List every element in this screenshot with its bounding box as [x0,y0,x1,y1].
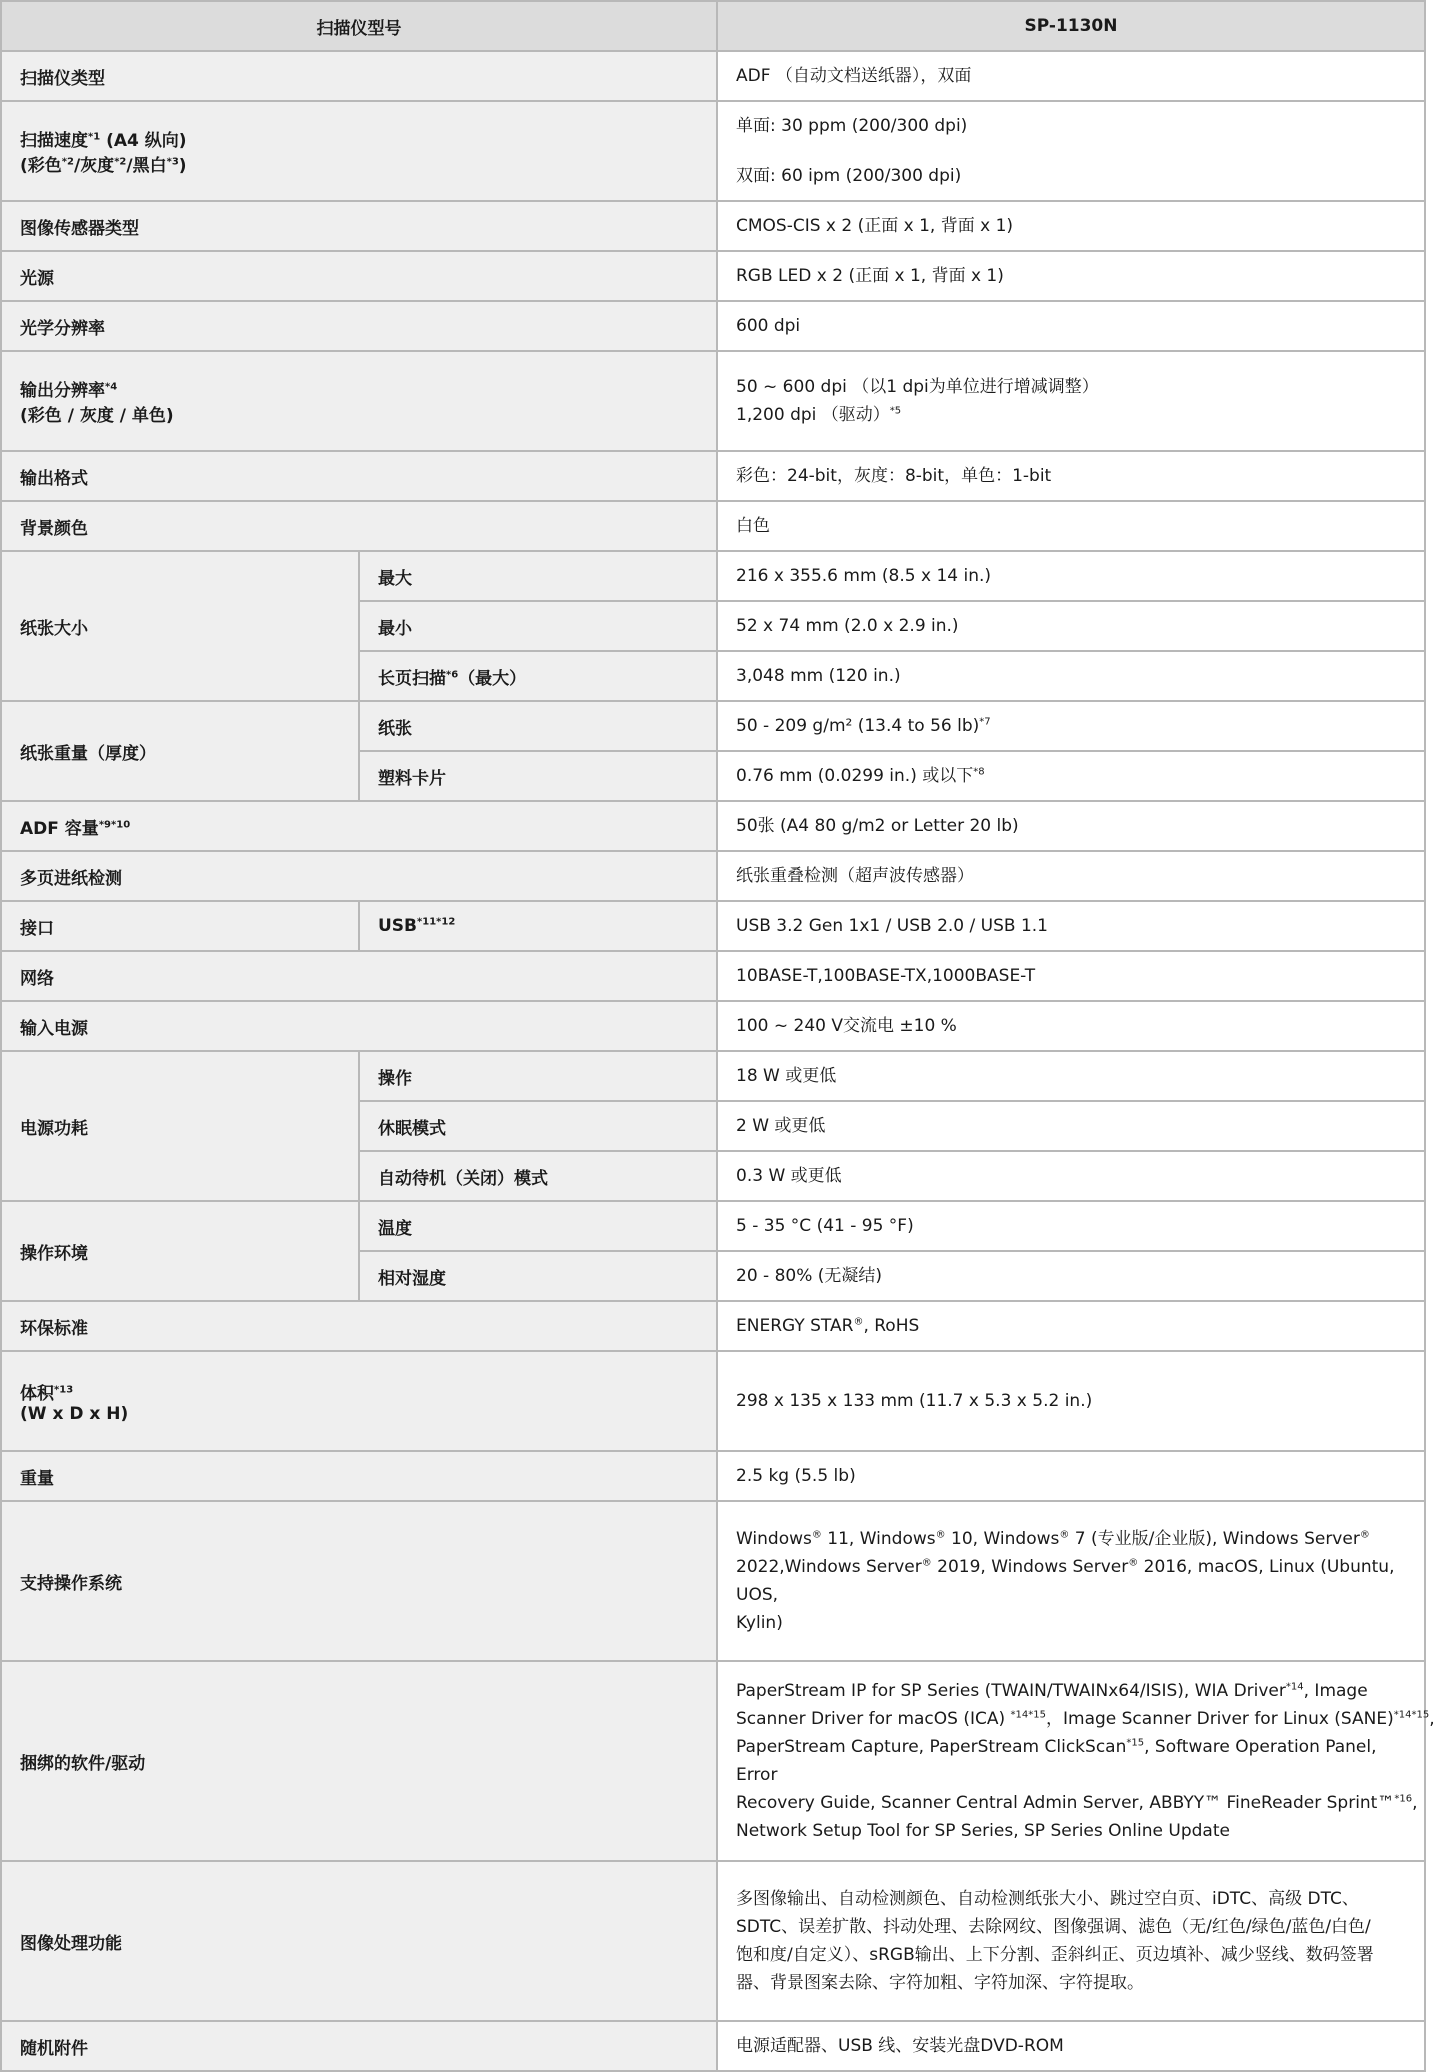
sub-label-paper: 纸张 [359,701,717,751]
row-label-software: 捆绑的软件/驱动 [1,1661,717,1861]
table-row [1,901,1425,951]
sub-label-usb: $USB^{*11*12}$ [359,901,717,951]
row-label-light: 光源 [1,251,717,301]
row-value-auto-standby: 0.3 W 或更低 [717,1151,1425,1201]
row-value-operation: 18 W 或更低 [717,1051,1425,1101]
row-label-power-consumption: 电源功耗 [1,1051,359,1201]
table-row [1,51,1425,101]
row-value-bg-color: 白色 [717,501,1425,551]
table-row [1,451,1425,501]
sub-label-long-page: 长页扫描$^{*6}$（最大） [359,651,717,701]
sub-label-paper-max: 最大 [359,551,717,601]
sub-label-sleep: 休眠模式 [359,1101,717,1151]
row-label-multifeed: 多页进纸检测 [1,851,717,901]
row-value-weight: 2.5 kg (5.5 lb) [717,1451,1425,1501]
row-label-interface: 接口 [1,901,359,951]
row-label-dimensions: 体积$^{*13}$ (W x D x H) [1,1351,717,1451]
table-row [1,2021,1425,2071]
row-label-image-processing: 图像处理功能 [1,1861,717,2021]
table-row [1,501,1425,551]
row-value-software: PaperStream IP for SP Series (TWAIN/TWAINx64/ISIS), WIA Driver$^{*14}$, Image Scanner Driver for macOS (ICA) $^{*14*15}$，Image Scanner Driver for Linux (SANE)$^{*14*15}$, PaperStream Capture, PaperStream ClickScan$^{*15}$, Software Operation Panel, Error Recovery Guide, Scanner Central Admin Server, ABBYY™ FineReader Sprint™$^{*16}$, Network Setup Tool for SP Series, SP Series Online Update [717,1661,1425,1861]
row-label-environment: 操作环境 [1,1201,359,1301]
row-value-plastic-card: 0.76 mm (0.0299 in.) 或以下$^{*8}$ [717,751,1425,801]
table-row [1,1001,1425,1051]
row-value-output-format: 彩色：24-bit，灰度：8-bit，单色：1-bit [717,451,1425,501]
row-value-sleep: 2 W 或更低 [717,1101,1425,1151]
row-value-light: RGB LED x 2 (正面 x 1, 背面 x 1) [717,251,1425,301]
row-label-sensor: 图像传感器类型 [1,201,717,251]
row-value-interface: USB 3.2 Gen 1x1 / USB 2.0 / USB 1.1 [717,901,1425,951]
row-value-image-processing: 多图像输出、自动检测颜色、自动检测纸张大小、跳过空白页、iDTC、高级 DTC、 SDTC、误差扩散、抖动处理、去除网纹、图像强调、滤色（无/红色/绿色/蓝色/白色/ 饱和度/自定义）、sRGB输出、上下分割、歪斜纠正、页边填补、减少竖线、数码签署 器、背景图案去除、字符加粗、字符加深、字符提取。 [717,1861,1425,2021]
table-header-row [1,1,1425,51]
row-label-weight: 重量 [1,1451,717,1501]
row-value-paper-weight: 50 - 209 g/m² (13.4 to 56 lb)$^{*7}$ [717,701,1425,751]
table-row [1,1051,1425,1101]
row-label-adf-capacity: ADF 容量$^{*9*10}$ [1,801,717,851]
table-row [1,801,1425,851]
row-value-optical-res: 600 dpi [717,301,1425,351]
row-label-paper-weight: 纸张重量（厚度） [1,701,359,801]
row-value-network: 10BASE-T,100BASE-TX,1000BASE-T [717,951,1425,1001]
table-row [1,701,1425,751]
row-label-paper-size: 纸张大小 [1,551,359,701]
row-label-accessories: 随机附件 [1,2021,717,2071]
sub-label-plastic-card: 塑料卡片 [359,751,717,801]
row-label-optical-res: 光学分辨率 [1,301,717,351]
row-value-sensor: CMOS-CIS x 2 (正面 x 1, 背面 x 1) [717,201,1425,251]
row-label-scan-speed: 扫描速度$^{*1}$ (A4 纵向) (彩色$^{*2}$/灰度$^{*2}$/黑白$^{*3}$) [1,101,717,201]
row-value-eco: ENERGY STAR®, RoHS [717,1301,1425,1351]
table-row [1,251,1425,301]
row-value-os: Windows® 11, Windows® 10, Windows® 7 (专业版/企业版), Windows Server® 2022,Windows Server® 2019, Windows Server® 2016, macOS, Linux (Ubuntu, UOS, Kylin) [717,1501,1425,1661]
row-value-power-input: 100 ~ 240 V交流电 ±10 % [717,1001,1425,1051]
row-value-accessories: 电源适配器、USB 线、安装光盘DVD-ROM [717,2021,1425,2071]
table-row [1,1351,1425,1451]
row-label-output-format: 输出格式 [1,451,717,501]
header-model-label: 扫描仪型号 [1,1,717,51]
header-model-value: SP-1130N [717,1,1425,51]
table-row [1,101,1425,201]
row-label-power-input: 输入电源 [1,1001,717,1051]
sub-label-humidity: 相对湿度 [359,1251,717,1301]
row-label-bg-color: 背景颜色 [1,501,717,551]
table-row [1,351,1425,451]
table-row [1,1861,1425,2021]
row-label-os: 支持操作系统 [1,1501,717,1661]
table-row [1,851,1425,901]
sub-label-paper-min: 最小 [359,601,717,651]
row-value-paper-max: 216 x 355.6 mm (8.5 x 14 in.) [717,551,1425,601]
table-row [1,1301,1425,1351]
row-value-humidity: 20 - 80% (无凝结) [717,1251,1425,1301]
row-label-network: 网络 [1,951,717,1001]
table-row [1,301,1425,351]
row-label-output-res: 输出分辨率$^{*4}$ (彩色 / 灰度 / 单色) [1,351,717,451]
table-row [1,1201,1425,1251]
table-row [1,551,1425,601]
row-value-scan-speed: 单面: 30 ppm (200/300 dpi) 双面: 60 ipm (200/300 dpi) [717,101,1425,201]
row-value-paper-min: 52 x 74 mm (2.0 x 2.9 in.) [717,601,1425,651]
row-label-eco: 环保标准 [1,1301,717,1351]
row-value-temperature: 5 - 35 °C (41 - 95 °F) [717,1201,1425,1251]
row-value-scanner-type: ADF （自动文档送纸器），双面 [717,51,1425,101]
sub-label-operation: 操作 [359,1051,717,1101]
table-row [1,951,1425,1001]
row-value-adf-capacity: 50张 (A4 80 g/m2 or Letter 20 lb) [717,801,1425,851]
table-row [1,1501,1425,1661]
row-value-multifeed: 纸张重叠检测（超声波传感器） [717,851,1425,901]
table-row [1,201,1425,251]
row-value-dimensions: 298 x 135 x 133 mm (11.7 x 5.3 x 5.2 in.) [717,1351,1425,1451]
row-value-long-page: 3,048 mm (120 in.) [717,651,1425,701]
row-label-scanner-type: 扫描仪类型 [1,51,717,101]
row-value-output-res: 50 ~ 600 dpi （以1 dpi为单位进行增减调整） 1,200 dpi （驱动）$^{*5}$ [717,351,1425,451]
sub-label-temperature: 温度 [359,1201,717,1251]
sub-label-auto-standby: 自动待机（关闭）模式 [359,1151,717,1201]
table-row [1,1661,1425,1861]
table-row [1,1451,1425,1501]
